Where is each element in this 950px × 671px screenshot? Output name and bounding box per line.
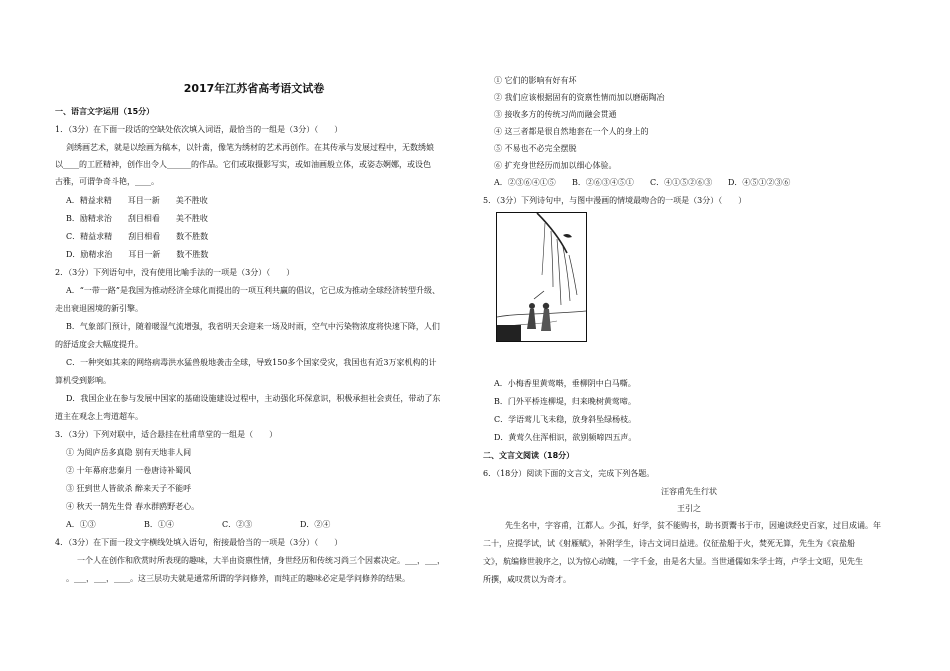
left-lines-line: B．励精求治 刮目相看 美不胜收 (66, 214, 208, 223)
right-lines-line: 文》，航编修世骏序之，以为惊心动魄，一字千金，由是名大显。当世通儒如朱学士筠，卢学士文昭，见先生 (483, 557, 863, 566)
left-lines-line: ① 为阅庐岳多真隐 别有天地非人间 (66, 448, 192, 457)
right-lines-line: ⑥ 扩充身世经历而加以细心体验。 (494, 161, 617, 170)
right-lines-line: 二、文言文阅读（18分） (483, 451, 575, 460)
left-lines-line: 以____的工匠精神，创作出令人______的作品。它们或取摄影写实，或如油画般立体，或姿态婀娜，或设色 (55, 160, 431, 169)
q3-options (66, 520, 378, 530)
left-lines-line: 的舒适度会大幅度提升。 (55, 340, 143, 349)
right-lines-line: D．黄莺久住浑相识，欲别频啼四五声。 (494, 433, 637, 442)
left-lines-line: C．一种突如其来的网络病毒洪水猛兽般地袭击全球，导致150多个国家受灾，我国也有近3万家机构的计 (66, 358, 437, 367)
left-lines-line: 。___，___，____。这三层功夫就是通常所谓的学问修养，而纯正的趣味必定是学问修养的结果。 (66, 574, 410, 583)
comic-illustration (496, 212, 587, 342)
right-lines-line: 5．（3分）下列诗句中，与图中漫画的情境最吻合的一项是（3分）（ ） (483, 196, 747, 205)
q3-option: A．①③ (66, 520, 96, 529)
left-lines-line: D．我国企业在参与发展中国家的基础设施建设过程中，主动强化环保意识，积极承担社会责任，带动了东 (66, 394, 441, 403)
right-lines-line: ① 它们的影响有好有坏 (494, 76, 577, 85)
left-lines-line: B．气象部门预计，随着暖湿气流增强，我省明天会迎来一场及时雨，空气中污染物浓度将快速下降，人们 (66, 322, 440, 331)
left-lines-line: 古雅，可谓争奇斗艳，____。 (55, 177, 159, 186)
exam-title: 2017年江苏省高考语文试卷 (183, 82, 325, 95)
left-lines-line: A．“一带一路”是我国为推动经济全球化而提出的一项互利共赢的倡议，它已成为推动全球经济转型升级、 (66, 286, 440, 295)
right-lines-line: 先生名中，字容甫，江都人。少孤，好学，贫不能购书，助书贾鬻书于市，因遍读经史百家，过目成诵。年 (505, 521, 881, 530)
left-lines-line: 一个人在创作和欣赏时所表现的趣味，大半由资禀性情，身世经历和传统习尚三个因素决定。___，___， (77, 556, 445, 565)
q4-option: B．②⑥③④⑤① (572, 178, 634, 187)
left-lines-line: 道主在观念上弯道超车。 (55, 412, 143, 421)
left-lines-line: 一、语言文字运用（15分） (55, 107, 155, 116)
left-lines-line: 走出衰退困境的新引擎。 (55, 304, 143, 313)
left-lines-line: 1．（3分）在下面一段话的空缺处依次填入词语，最恰当的一组是（3分）（ ） (55, 125, 343, 134)
right-lines-line: 6．（18分）阅读下面的文言文，完成下列各题。 (483, 469, 655, 478)
willow-bird-sketch (497, 213, 586, 341)
right-lines-line: 所撰，咸叹赏以为奇才。 (483, 575, 571, 584)
q4-options (494, 178, 806, 188)
left-lines-line: 3．（3分）下列对联中，适合悬挂在杜甫草堂的一组是（ ） (55, 430, 278, 439)
right-lines-line: 王引之 (677, 504, 701, 513)
right-lines-line: ④ 这三者都是很自然地套在一个人的身上的 (494, 127, 649, 136)
right-lines-line: ⑤ 不易也不必完全摆脱 (494, 144, 577, 153)
left-lines-line: C．精益求精 刮目相看 数不胜数 (66, 232, 209, 241)
q3-option: B．①④ (144, 520, 174, 529)
right-lines-line: ③ 接收多方的传统习尚而融会贯通 (494, 110, 617, 119)
left-lines-line: ④ 秋天一鹄先生骨 春水群鸥野老心。 (66, 502, 200, 511)
left-lines-line: D．励精求治 耳目一新 数不胜数 (66, 250, 209, 259)
q3-option: C．②③ (222, 520, 253, 529)
left-lines-line: 算机受到影响。 (55, 376, 111, 385)
right-lines-line: 汪容甫先生行状 (661, 487, 717, 496)
left-lines-line: 2．（3分）下列语句中，没有使用比喻手法的一项是（3分）（ ） (55, 268, 295, 277)
right-lines-line: A．小梅香里黄莺啭，垂柳阴中白马嘶。 (494, 379, 636, 388)
q4-option: A．②③⑥④①⑤ (494, 178, 556, 187)
left-lines-line: 4．（3分）在下面一段文字横线处填入语句，衔接最恰当的一项是（3分）（ ） (55, 538, 343, 547)
q4-option: D．④⑤①②③⑥ (728, 178, 791, 187)
left-lines-line: A．精益求精 耳目一新 美不胜收 (66, 196, 208, 205)
left-lines-line: ③ 狂到世人皆欲杀 醉来天子不能呼 (66, 484, 192, 493)
right-lines-line: C．学语莺儿飞未稳，放身斜坠绿杨枝。 (494, 415, 637, 424)
right-lines-line: ② 我们应该根据固有的资禀性情而加以磨砺陶冶 (494, 93, 665, 102)
right-lines-line: B．门外平桥连柳堤，归来晚树黄莺啼。 (494, 397, 636, 406)
q3-option: D．②④ (300, 520, 331, 529)
q4-option: C．④①⑤②⑥③ (650, 178, 713, 187)
left-lines-line: ② 十年幕府悲秦月 一卷唐诗补蜀风 (66, 466, 192, 475)
right-lines-line: 二十，应提学试，试《射雁赋》，补附学生，诗古文词日益进。仪征盐船于火，焚死无算，先生为《哀盐船 (483, 539, 855, 548)
left-lines-line: 剑绣画艺术，就是以绘画为稿本，以针黹，像笔为绣材的艺术再创作。在其传承与发展过程中，无数绣娘 (66, 143, 434, 152)
